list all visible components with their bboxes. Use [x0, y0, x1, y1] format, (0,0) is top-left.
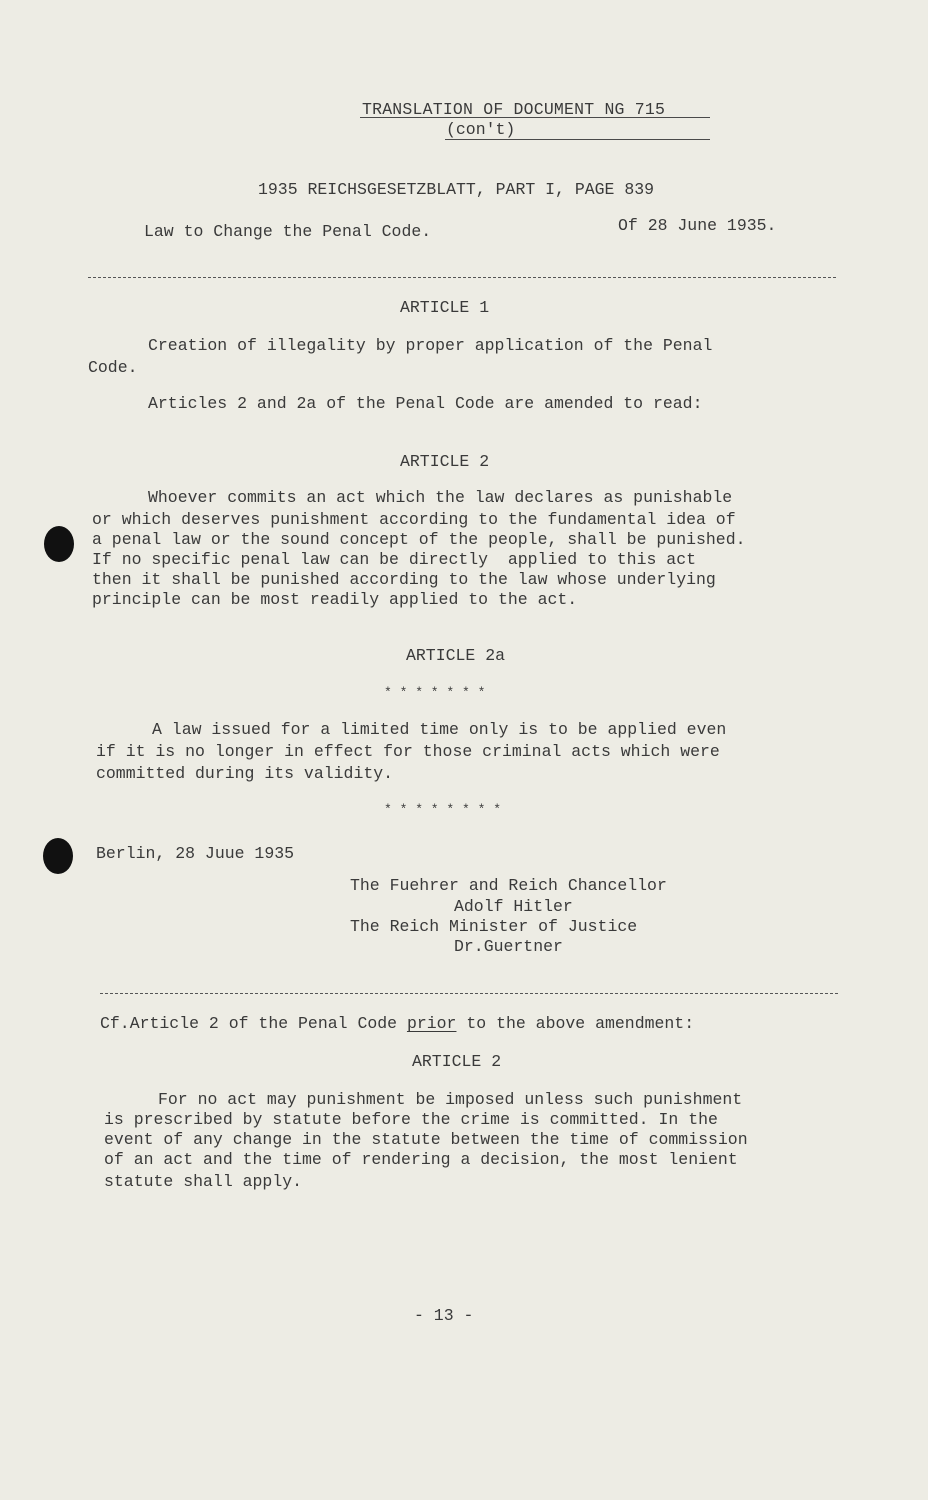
comparison-line-4: of an act and the time of rendering a decision, the most lenient — [104, 1150, 738, 1169]
header-divider — [88, 277, 836, 278]
subtitle-underline — [445, 139, 710, 140]
comparison-intro-after: to the above amendment: — [456, 1014, 695, 1033]
comparison-heading: ARTICLE 2 — [412, 1052, 502, 1071]
source-citation: 1935 REICHSGESETZBLATT, PART I, PAGE 839 — [258, 180, 655, 199]
article2a-stars-bottom: * * * * * * * * — [384, 802, 502, 817]
page-number: - 13 - — [414, 1306, 474, 1325]
signature-line-2: Adolf Hitler — [454, 897, 573, 916]
article1-heading: ARTICLE 1 — [400, 298, 490, 317]
comparison-line-3: event of any change in the statute between the time of commission — [104, 1130, 748, 1149]
article2-line-1: Whoever commits an act which the law declares as punishable — [148, 488, 733, 507]
article2a-line-1: A law issued for a limited time only is to be applied even — [152, 720, 727, 739]
binder-hole-bottom — [43, 838, 73, 874]
document-subtitle: (con't) — [446, 120, 516, 139]
signature-line-4: Dr.Guertner — [454, 937, 563, 956]
article2-line-5: then it shall be punished according to the law whose underlying — [92, 570, 716, 589]
article2a-line-2: if it is no longer in effect for those criminal acts which were — [96, 742, 720, 761]
article2a-stars-top: * * * * * * * — [384, 685, 486, 700]
signature-line-3: The Reich Minister of Justice — [350, 917, 638, 936]
article2-heading: ARTICLE 2 — [400, 452, 490, 471]
article2-line-6: principle can be most readily applied to the act. — [92, 590, 578, 609]
comparison-intro — [100, 1014, 694, 1034]
comparison-line-5: statute shall apply. — [104, 1172, 303, 1191]
signature-place-date: Berlin, 28 Juue 1935 — [96, 844, 295, 863]
article2-line-2: or which deserves punishment according to the fundamental idea of — [92, 510, 736, 529]
comparison-line-1: For no act may punishment be imposed unless such punishment — [158, 1090, 743, 1109]
article2-line-4: If no specific penal law can be directly applied to this act — [92, 550, 696, 569]
comparison-line-2: is prescribed by statute before the crime is committed. In the — [104, 1110, 718, 1129]
article2a-heading: ARTICLE 2a — [406, 646, 506, 665]
article1-line-2: Code. — [88, 358, 138, 377]
signature-divider — [100, 993, 838, 994]
article1-amend-line: Articles 2 and 2a of the Penal Code are amended to read: — [148, 394, 703, 413]
comparison-intro-before: Cf.Article 2 of the Penal Code — [100, 1014, 407, 1033]
article1-line-1: Creation of illegality by proper application of the Penal — [148, 336, 713, 355]
document-title: TRANSLATION OF DOCUMENT NG 715 — [362, 100, 666, 119]
law-title: Law to Change the Penal Code. — [144, 222, 432, 241]
binder-hole-top — [44, 526, 74, 562]
title-underline — [360, 117, 710, 118]
article2a-line-3: committed during its validity. — [96, 764, 394, 783]
comparison-intro-prior: prior — [406, 1014, 457, 1033]
signature-line-1: The Fuehrer and Reich Chancellor — [350, 876, 667, 895]
article2-line-3: a penal law or the sound concept of the people, shall be punished. — [92, 530, 746, 549]
law-date: Of 28 June 1935. — [618, 216, 777, 235]
